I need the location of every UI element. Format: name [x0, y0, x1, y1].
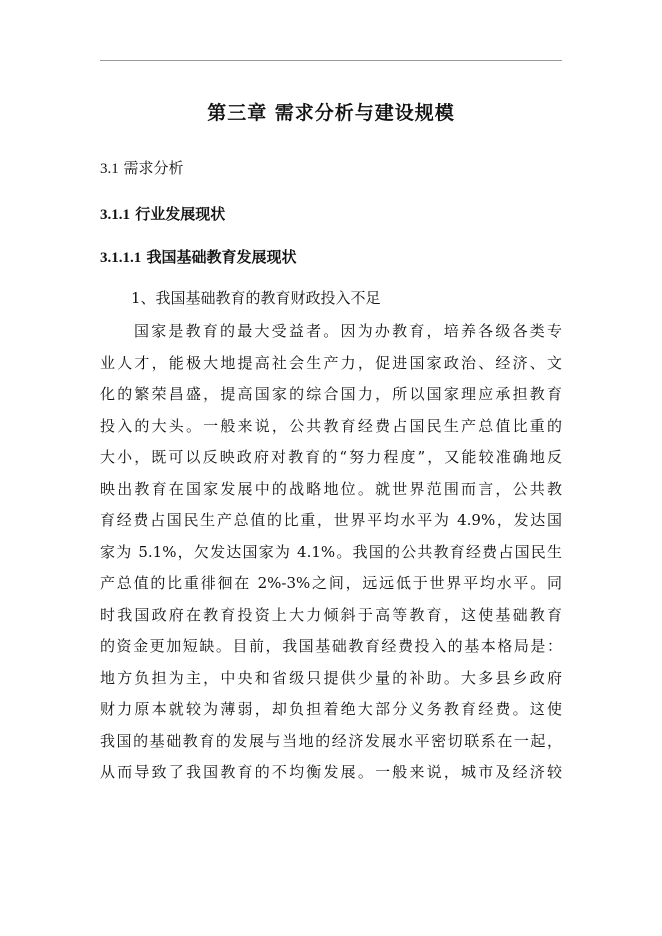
paragraph-line: 大小，既可以反映政府对教育的“努力程度”，又能较准确地反: [100, 448, 562, 466]
paragraph-line: 育经费占国民生产总值的比重，世界平均水平为 4.9%，发达国: [100, 511, 562, 529]
section-3-1-number: 3.1: [100, 161, 119, 177]
section-3-1-1-1-heading: [100, 246, 297, 267]
paragraph-line: 从而导致了我国教育的不均衡发展。一般来说，城市及经济较: [100, 763, 562, 781]
paragraph-line: 化的繁荣昌盛，提高国家的综合国力，所以国家理应承担教育: [100, 385, 562, 403]
paragraph-line: 时我国政府在教育投资上大力倾斜于高等教育，这使基础教育: [100, 605, 562, 624]
paragraph-line: 财力原本就较为薄弱，却负担着绝大部分义务教育经费。这使: [100, 700, 562, 718]
paragraph-line: 的资金更加短缺。目前，我国基础教育经费投入的基本格局是：: [100, 637, 562, 655]
paragraph-line: 业人才，能极大地提高社会生产力，促进国家政治、经济、文: [100, 353, 562, 372]
header-rule: [100, 60, 562, 61]
paragraph-line: 映出教育在国家发展中的战略地位。就世界范围而言，公共教: [100, 479, 562, 498]
section-3-1-1-number: 3.1.1: [100, 207, 130, 223]
section-3-1-heading: [100, 157, 184, 178]
body-paragraph: [100, 316, 562, 789]
paragraph-line: 国家是教育的最大受益者。因为办教育，培养各级各类专: [134, 322, 562, 340]
paragraph-line: 产总值的比重徘徊在 2%-3%之间，远远低于世界平均水平。同: [100, 574, 562, 592]
section-3-1-1-1-number: 3.1.1.1: [100, 250, 142, 266]
chapter-title: 第三章 需求分析与建设规模: [207, 102, 455, 124]
item-heading: 1、我国基础教育的教育财政投入不足: [131, 289, 381, 307]
section-3-1-1-heading: [100, 203, 225, 224]
paragraph-line: 投入的大头。一般来说，公共教育经费占国民生产总值比重的: [100, 416, 562, 435]
paragraph-line: 地方负担为主，中央和省级只提供少量的补助。大多县乡政府: [100, 668, 562, 687]
section-3-1-1-title: 行业发展现状: [135, 205, 226, 223]
section-3-1-1-1-title: 我国基础教育发展现状: [146, 248, 297, 266]
section-3-1-title: 需求分析: [123, 159, 184, 177]
paragraph-line: 我国的基础教育的发展与当地的经济发展水平密切联系在一起，: [100, 731, 562, 750]
paragraph-line: 家为 5.1%，欠发达国家为 4.1%。我国的公共教育经费占国民生: [100, 542, 562, 561]
